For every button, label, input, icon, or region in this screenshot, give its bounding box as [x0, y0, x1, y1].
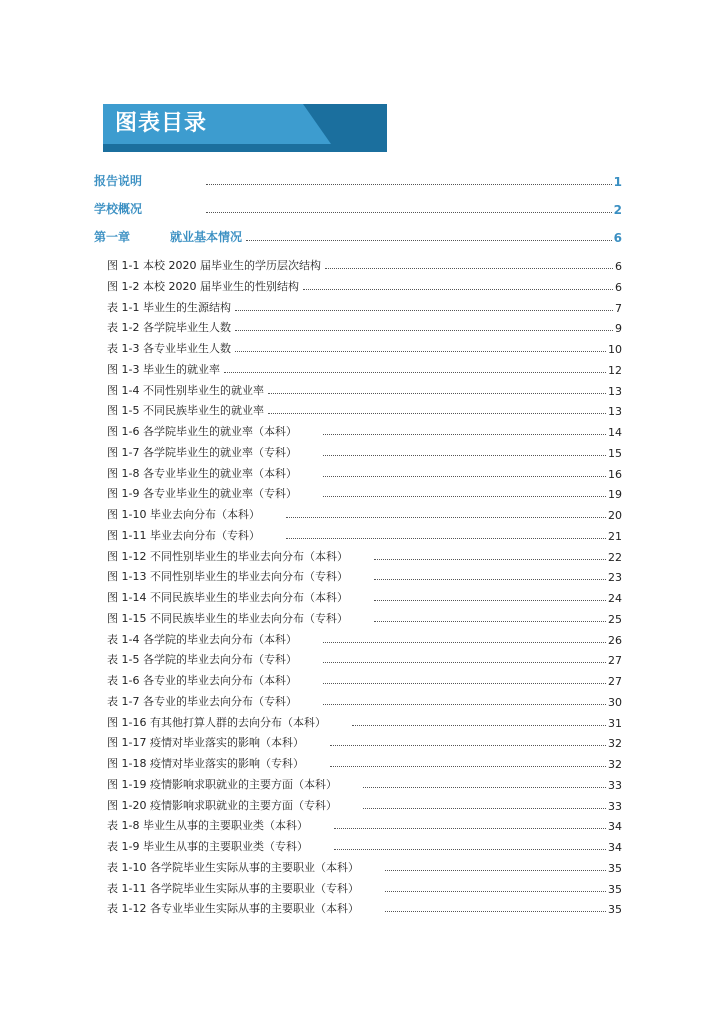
- toc-entry[interactable]: [107, 611, 622, 626]
- toc-page-number: 19: [608, 488, 622, 502]
- toc-page-number: 21: [608, 529, 622, 543]
- dot-leader: [325, 268, 613, 269]
- dot-leader: [268, 393, 606, 394]
- toc-page-number: 35: [608, 903, 622, 917]
- toc-entry-label: 图 1-16 有其他打算人群的去向分布（本科）: [107, 715, 326, 729]
- toc-entry[interactable]: [107, 549, 622, 564]
- toc-page-number: 2: [613, 203, 622, 217]
- dot-leader: [303, 289, 613, 290]
- toc-entry[interactable]: [107, 403, 622, 418]
- toc-entry[interactable]: [107, 528, 622, 543]
- toc-entry[interactable]: [107, 466, 622, 481]
- toc-entry-label: 表 1-5 各学院的毕业去向分布（专科）: [107, 653, 297, 667]
- toc-entry-label: 图 1-7 各学院毕业生的就业率（专科）: [107, 445, 297, 459]
- dot-leader: [268, 413, 606, 414]
- toc-entry[interactable]: [107, 777, 622, 792]
- dot-leader: [323, 683, 606, 684]
- toc-entry-label: 图 1-4 不同性别毕业生的就业率: [107, 383, 264, 397]
- dot-leader: [206, 184, 612, 185]
- toc-entry[interactable]: [107, 901, 622, 916]
- dot-leader: [286, 538, 606, 539]
- toc-entry[interactable]: [107, 694, 622, 709]
- toc-section-label: 就业基本情况: [170, 230, 243, 244]
- toc-page-number: 32: [608, 758, 622, 771]
- toc-section-label: 学校概况: [94, 202, 143, 216]
- toc-page-number: 35: [608, 861, 622, 875]
- toc-entry-label: 图 1-5 不同民族毕业生的就业率: [107, 404, 264, 418]
- toc-page-number: 15: [608, 446, 622, 460]
- toc-entry-label: 表 1-6 各专业的毕业去向分布（本科）: [107, 674, 297, 687]
- toc-entry[interactable]: [107, 632, 622, 647]
- toc-page-number: 27: [608, 675, 622, 688]
- toc-page-number: 26: [608, 633, 622, 647]
- toc-entry[interactable]: [107, 486, 622, 501]
- toc-entry[interactable]: [107, 590, 622, 605]
- dot-leader: [330, 745, 606, 746]
- toc-page-number: 9: [615, 322, 622, 336]
- toc-page-number: 13: [608, 384, 622, 398]
- dot-leader: [323, 434, 606, 435]
- toc-entry[interactable]: [107, 320, 622, 335]
- dot-leader: [334, 849, 606, 850]
- toc-entry-label: 图 1-12 不同性别毕业生的毕业去向分布（本科）: [107, 549, 348, 563]
- page-title: 图表目录: [115, 111, 208, 136]
- toc-entry-label: 表 1-1 毕业生的生源结构: [107, 300, 231, 314]
- toc-page-number: 20: [608, 509, 622, 522]
- toc-page-number: 12: [608, 363, 622, 377]
- toc-entry-label: 图 1-13 不同性别毕业生的毕业去向分布（专科）: [107, 570, 348, 584]
- toc-entry[interactable]: [107, 445, 622, 460]
- dot-leader: [385, 891, 606, 892]
- dot-leader: [235, 330, 613, 331]
- toc-entry[interactable]: [107, 881, 622, 896]
- toc-page-number: 6: [615, 260, 622, 273]
- toc-entry-label: 图 1-2 本校 2020 届毕业生的性别结构: [107, 279, 299, 293]
- toc-entry[interactable]: [107, 507, 622, 522]
- toc-entry[interactable]: [107, 341, 622, 356]
- toc-chapter-number: 第一章: [94, 230, 131, 244]
- toc-entry-label: 图 1-6 各学院毕业生的就业率（本科）: [107, 425, 297, 438]
- dot-leader: [374, 559, 606, 560]
- dot-leader: [363, 808, 606, 809]
- toc-entry[interactable]: [107, 673, 622, 688]
- toc-page-number: 10: [608, 343, 622, 356]
- toc-entry-label: 图 1-1 本校 2020 届毕业生的学历层次结构: [107, 259, 321, 272]
- toc-section-label: 报告说明: [94, 174, 143, 188]
- toc-page-number: 25: [608, 612, 622, 626]
- toc-entry[interactable]: [107, 300, 622, 315]
- toc-entry[interactable]: [107, 279, 622, 294]
- toc-page-number: 34: [608, 841, 622, 854]
- toc-entry-label: 图 1-17 疫情对毕业落实的影响（本科）: [107, 736, 304, 750]
- dot-leader: [206, 212, 612, 213]
- toc-entry-label: 表 1-8 毕业生从事的主要职业类（本科）: [107, 819, 308, 833]
- toc-page-number: 7: [615, 301, 622, 315]
- toc-page-number: 33: [608, 799, 622, 813]
- dot-leader: [286, 517, 606, 518]
- dot-leader: [323, 642, 606, 643]
- toc-entry-label: 表 1-12 各专业毕业生实际从事的主要职业（本科）: [107, 902, 359, 916]
- toc-entry[interactable]: [107, 362, 622, 377]
- toc-page-number: 31: [608, 716, 622, 730]
- toc-entry[interactable]: [107, 798, 622, 813]
- dot-leader: [235, 351, 606, 352]
- toc-entry[interactable]: [107, 652, 622, 667]
- toc-entry-label: 图 1-19 疫情影响求职就业的主要方面（本科）: [107, 777, 337, 791]
- toc-page-number: 32: [608, 737, 622, 751]
- dot-leader: [352, 725, 606, 726]
- toc-entry-label: 表 1-7 各专业的毕业去向分布（专科）: [107, 694, 297, 708]
- toc-entry-label: 图 1-8 各专业毕业生的就业率（本科）: [107, 466, 297, 480]
- toc-entry-label: 表 1-2 各学院毕业生人数: [107, 321, 231, 335]
- dot-leader: [385, 911, 606, 912]
- toc-entry[interactable]: [107, 424, 622, 439]
- toc-page-number: 16: [608, 467, 622, 481]
- toc-page-number: 6: [615, 280, 622, 294]
- toc-entry[interactable]: [107, 735, 622, 750]
- toc-title-banner: [103, 104, 387, 152]
- toc-section-school-overview[interactable]: [94, 201, 622, 217]
- toc-entry-label: 图 1-20 疫情影响求职就业的主要方面（专科）: [107, 798, 337, 812]
- toc-entry[interactable]: [107, 756, 622, 771]
- dot-leader: [334, 828, 606, 829]
- dot-leader: [323, 455, 606, 456]
- dot-leader: [235, 310, 613, 311]
- toc-entry[interactable]: [107, 860, 622, 875]
- toc-entry-label: 表 1-3 各专业毕业生人数: [107, 342, 231, 355]
- toc-entry-label: 图 1-3 毕业生的就业率: [107, 362, 220, 376]
- toc-page-number: 24: [608, 592, 622, 605]
- toc-entry-label: 图 1-11 毕业去向分布（专科）: [107, 528, 260, 542]
- toc-page-number: 6: [613, 231, 622, 245]
- toc-entry-label: 图 1-14 不同民族毕业生的毕业去向分布（本科）: [107, 591, 348, 604]
- toc-entry-label: 图 1-18 疫情对毕业落实的影响（专科）: [107, 757, 304, 770]
- toc-page-number: 33: [608, 778, 622, 792]
- toc-entry-label: 图 1-10 毕业去向分布（本科）: [107, 508, 260, 521]
- toc-page-number: 30: [608, 695, 622, 709]
- dot-leader: [323, 662, 606, 663]
- toc-entry[interactable]: [107, 258, 622, 273]
- toc-entry-label: 图 1-15 不同民族毕业生的毕业去向分布（专科）: [107, 611, 348, 625]
- dot-leader: [363, 787, 606, 788]
- toc-entry[interactable]: [107, 383, 622, 398]
- toc-page-number: 22: [608, 550, 622, 564]
- toc-page-number: 35: [608, 882, 622, 896]
- dot-leader: [323, 496, 606, 497]
- toc-entry-label: 表 1-4 各学院的毕业去向分布（本科）: [107, 632, 297, 646]
- toc-section-report-notes[interactable]: [94, 173, 622, 189]
- toc-page-number: 23: [608, 571, 622, 585]
- dot-leader: [246, 240, 612, 241]
- toc-page-number: 27: [608, 654, 622, 668]
- toc-entry[interactable]: [107, 569, 622, 584]
- toc-page-number: 13: [608, 405, 622, 419]
- dot-leader: [323, 476, 606, 477]
- toc-entry[interactable]: [107, 818, 622, 833]
- dot-leader: [374, 600, 606, 601]
- dot-leader: [374, 579, 606, 580]
- toc-page-number: 34: [608, 820, 622, 834]
- dot-leader: [323, 704, 606, 705]
- toc-entry[interactable]: [107, 715, 622, 730]
- toc-page-number: 1: [613, 175, 622, 189]
- toc-entry[interactable]: [107, 839, 622, 854]
- toc-entry-label: 表 1-10 各学院毕业生实际从事的主要职业（本科）: [107, 860, 359, 874]
- dot-leader: [330, 766, 606, 767]
- toc-entry-label: 表 1-11 各学院毕业生实际从事的主要职业（专科）: [107, 881, 359, 895]
- toc-entry-label: 图 1-9 各专业毕业生的就业率（专科）: [107, 487, 297, 501]
- toc-chapter-1[interactable]: [94, 229, 622, 245]
- dot-leader: [385, 870, 606, 871]
- toc-page-number: 14: [608, 426, 622, 439]
- dot-leader: [374, 621, 606, 622]
- toc-entry-label: 表 1-9 毕业生从事的主要职业类（专科）: [107, 840, 308, 853]
- dot-leader: [224, 372, 606, 373]
